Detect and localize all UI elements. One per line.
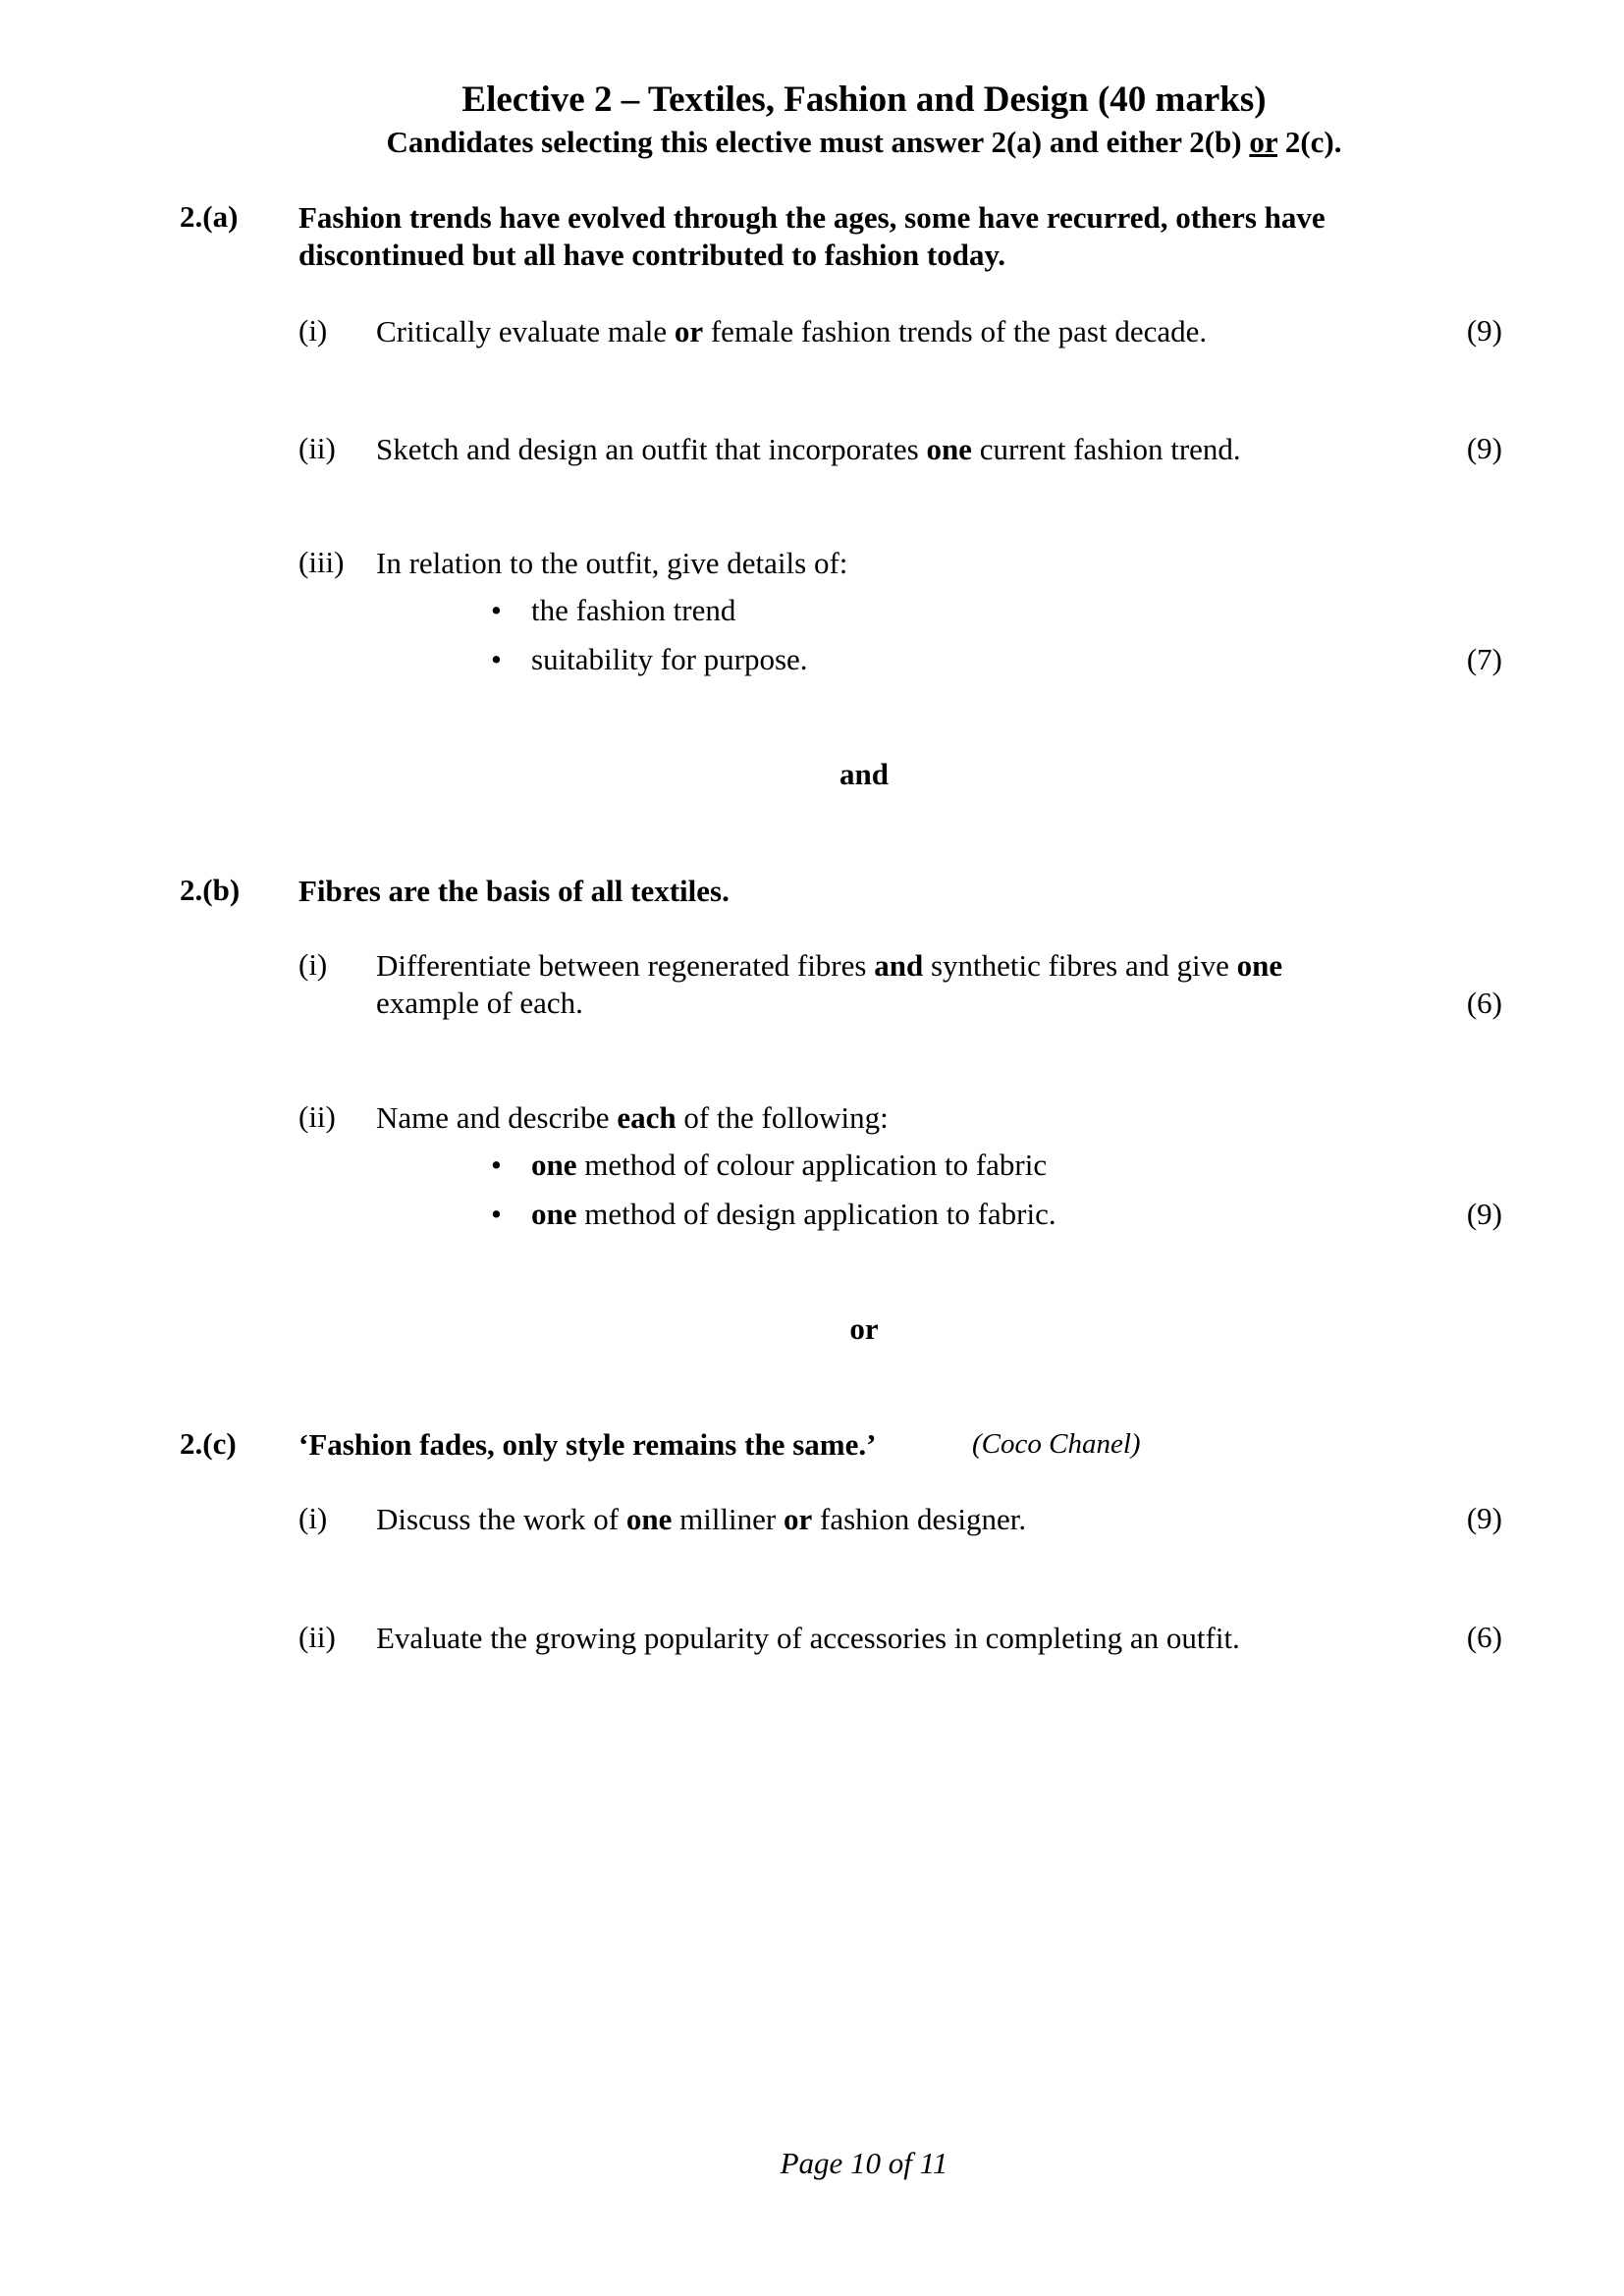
stem-line: Fashion trends have evolved through the ages, some have recurred, others have — [298, 200, 1326, 235]
emphasis: one — [531, 1148, 577, 1182]
text-span: Name and describe — [376, 1100, 618, 1135]
text-line: example of each. — [376, 986, 583, 1020]
part-label: (i) — [298, 947, 328, 982]
bullet-item — [531, 1148, 1047, 1183]
bullet-item — [531, 1197, 1056, 1232]
bullet-icon: • — [491, 1148, 502, 1182]
marks-2a-iii: (7) — [1466, 642, 1502, 676]
instructions-or: or — [1249, 125, 1278, 159]
text-span: method of design application to fabric. — [576, 1197, 1056, 1231]
text-span: current fashion trend. — [971, 432, 1241, 466]
page-number: Page 10 of 11 — [780, 2146, 948, 2180]
marks-2b-i: (6) — [1466, 986, 1502, 1020]
connector-or: or — [849, 1311, 879, 1346]
part-label: (i) — [298, 1501, 328, 1535]
connector-and: and — [839, 757, 889, 791]
marks-2c-ii: (6) — [1466, 1620, 1502, 1654]
text-span: Sketch and design an outfit that incorporates — [376, 432, 927, 466]
text-span: Critically evaluate male — [376, 314, 675, 348]
text-span: female fashion trends of the past decade. — [703, 314, 1208, 348]
text-span: Differentiate between regenerated fibres — [376, 948, 875, 983]
part-text-2a-ii — [376, 431, 1241, 468]
text-span: milliner — [672, 1502, 785, 1536]
instructions-part1: Candidates selecting this elective must answer 2(a) and either 2(b) — [386, 125, 1250, 159]
question-quote-2c: ‘Fashion fades, only style remains the same.’ — [298, 1427, 877, 1462]
part-label: (ii) — [298, 431, 336, 465]
text-span: fashion designer. — [812, 1502, 1027, 1536]
question-stem-2a — [298, 199, 1326, 274]
part-text-2b-ii — [376, 1099, 889, 1137]
part-text-2a-iii: In relation to the outfit, give details of: — [376, 546, 848, 580]
emphasis: and — [874, 948, 924, 983]
part-text-2c-ii: Evaluate the growing popularity of accessories in completing an outfit. — [376, 1621, 1240, 1655]
question-number-2a: 2.(a) — [180, 199, 239, 234]
part-text-2b-i — [376, 947, 1282, 1022]
part-label: (i) — [298, 313, 328, 347]
part-label: (iii) — [298, 545, 345, 579]
part-text-2c-i — [376, 1501, 1026, 1538]
marks-2b-ii: (9) — [1466, 1197, 1502, 1231]
emphasis: each — [617, 1100, 677, 1135]
text-span: Discuss the work of — [376, 1502, 626, 1536]
marks-2a-ii: (9) — [1466, 431, 1502, 465]
text-line — [376, 947, 1282, 985]
text-span: of the following: — [676, 1100, 889, 1135]
question-stem-2b: Fibres are the basis of all textiles. — [298, 874, 730, 908]
bullet-item: the fashion trend — [531, 593, 736, 627]
instructions-part2: 2(c). — [1277, 125, 1342, 159]
part-text-2a-i — [376, 313, 1207, 350]
question-number-2c: 2.(c) — [180, 1426, 237, 1461]
emphasis: one — [625, 1502, 673, 1536]
stem-line: discontinued but all have contributed to fashion today. — [298, 238, 1006, 272]
part-label: (ii) — [298, 1099, 336, 1134]
instructions — [0, 125, 1624, 160]
bullet-icon: • — [491, 593, 502, 627]
emphasis: or — [674, 314, 704, 348]
text-span: synthetic fibres and give — [923, 948, 1237, 983]
emphasis: one — [926, 432, 972, 466]
quote-source: (Coco Chanel) — [972, 1428, 1141, 1460]
bullet-icon: • — [491, 642, 502, 676]
emphasis: one — [531, 1197, 577, 1231]
emphasis: one — [1236, 948, 1283, 983]
part-label: (ii) — [298, 1620, 336, 1654]
bullet-icon: • — [491, 1197, 502, 1231]
bullet-item: suitability for purpose. — [531, 642, 808, 676]
page-title: Elective 2 – Textiles, Fashion and Design (40 marks) — [461, 80, 1267, 120]
emphasis: or — [784, 1502, 813, 1536]
question-number-2b: 2.(b) — [180, 873, 241, 907]
text-span: method of colour application to fabric — [576, 1148, 1048, 1182]
marks-2c-i: (9) — [1466, 1501, 1502, 1535]
marks-2a-i: (9) — [1466, 313, 1502, 347]
